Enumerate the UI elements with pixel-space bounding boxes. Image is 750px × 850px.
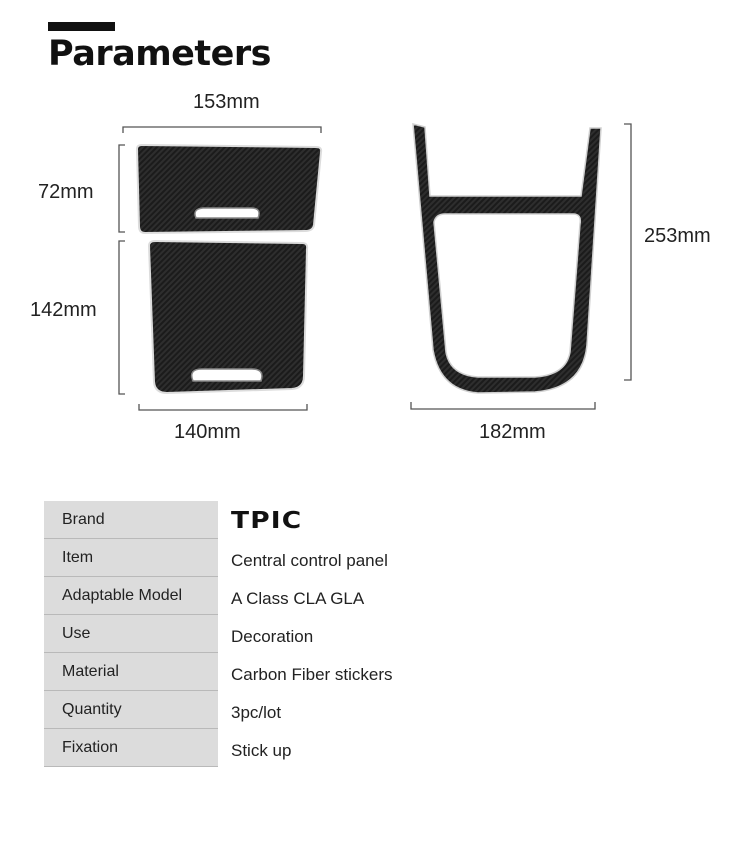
spec-value: Decoration: [231, 627, 314, 646]
spec-row-quantity: [44, 691, 404, 729]
spec-row-model: [44, 577, 404, 615]
spec-row-item: [44, 539, 404, 577]
page-title: Parameters: [48, 34, 271, 74]
spec-value: 3pc/lot: [231, 703, 282, 722]
top-height-label: 72mm: [38, 181, 94, 203]
spec-value: Central control panel: [231, 551, 388, 570]
spec-key: Use: [44, 615, 218, 653]
spec-key: Quantity: [44, 691, 218, 729]
spec-value: A Class CLA GLA: [231, 589, 365, 608]
spec-key: Fixation: [44, 729, 218, 767]
spec-value: Stick up: [231, 741, 292, 760]
top-width-label: 153mm: [193, 91, 260, 113]
spec-table: [44, 501, 404, 767]
spec-row-use: [44, 615, 404, 653]
bottom-width-label: 140mm: [174, 421, 241, 443]
spec-value: Carbon Fiber stickers: [231, 665, 393, 684]
bottom-panel-image: [149, 241, 307, 393]
spec-row-brand: [44, 501, 404, 539]
bottom-height-label: 142mm: [30, 299, 97, 321]
frame-height-label: 253mm: [644, 225, 711, 247]
spec-key: Item: [44, 539, 218, 577]
frame-panel-image: [413, 124, 601, 393]
frame-width-label: 182mm: [479, 421, 546, 443]
spec-key: Brand: [44, 501, 218, 539]
spec-row-fixation: [44, 729, 404, 767]
top-panel-image: [137, 145, 321, 233]
brand-logo: TPIC: [231, 508, 303, 534]
spec-key: Adaptable Model: [44, 577, 218, 615]
spec-row-material: [44, 653, 404, 691]
spec-key: Material: [44, 653, 218, 691]
